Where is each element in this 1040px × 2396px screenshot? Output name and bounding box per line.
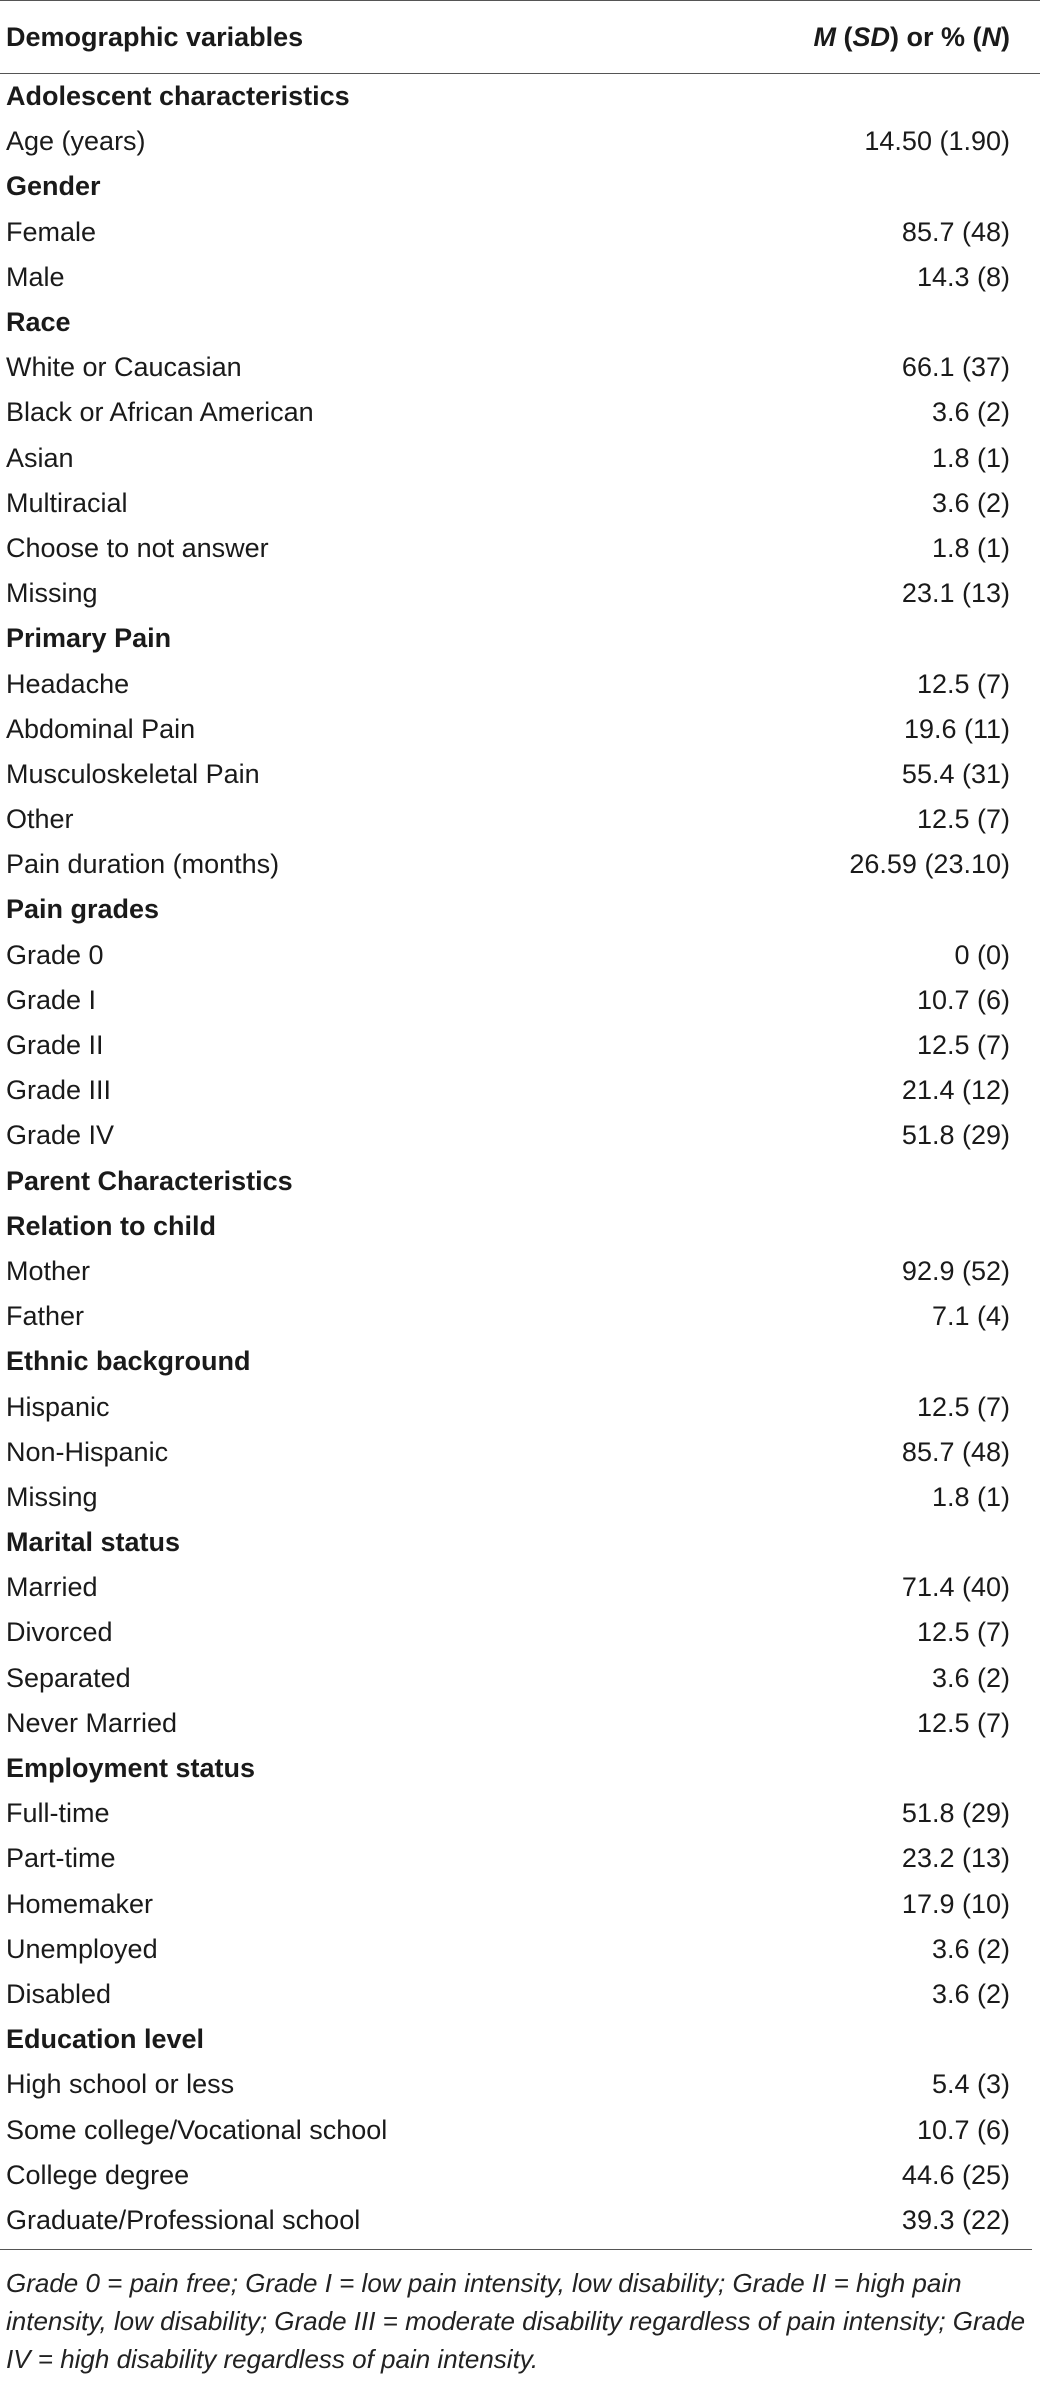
row-value: 23.1 (13) xyxy=(901,578,1010,609)
row-label: College degree xyxy=(6,2159,190,2190)
table-row xyxy=(0,210,1040,255)
table-row xyxy=(0,1294,1040,1339)
row-value: 10.7 (6) xyxy=(916,984,1010,1015)
row-value: 92.9 (52) xyxy=(901,1255,1010,1286)
header-demographic-variables: Demographic variables xyxy=(6,22,304,52)
table-row xyxy=(0,661,1040,706)
section-row xyxy=(0,300,1040,345)
row-value: 12.5 (7) xyxy=(916,668,1010,699)
table-footnote: Grade 0 = pain free; Grade I = low pain intensity, low disability; Grade II = high pain intensity, low disability; Grade III = moderate disability regardless of pain intensity; Grade IV = high disability regardless of pain intensity. xyxy=(0,2249,1032,2378)
section-label: Gender xyxy=(6,171,101,202)
row-label: Missing xyxy=(6,1481,98,1512)
header-end: ) xyxy=(1001,22,1010,52)
section-row xyxy=(0,164,1040,209)
table-row xyxy=(0,1972,1040,2017)
section-row xyxy=(0,1204,1040,1249)
table-body xyxy=(0,74,1040,2244)
row-value: 51.8 (29) xyxy=(901,1798,1010,1829)
row-label: Part-time xyxy=(6,1843,116,1874)
table-row xyxy=(0,707,1040,752)
table-row xyxy=(0,1565,1040,1610)
row-label: Headache xyxy=(6,668,130,699)
row-value: 10.7 (6) xyxy=(916,2114,1010,2145)
row-value: 12.5 (7) xyxy=(916,1707,1010,1738)
row-value: 3.6 (2) xyxy=(931,1662,1010,1693)
section-row xyxy=(0,887,1040,932)
row-value: 71.4 (40) xyxy=(901,1572,1010,1603)
row-value: 5.4 (3) xyxy=(931,2069,1010,2100)
row-value xyxy=(780,887,1040,932)
row-value: 1.8 (1) xyxy=(931,442,1010,473)
row-value xyxy=(780,2017,1040,2062)
section-label: Race xyxy=(6,307,71,338)
table-row xyxy=(0,345,1040,390)
section-row xyxy=(0,74,1040,120)
row-value xyxy=(780,616,1040,661)
section-label: Ethnic background xyxy=(6,1346,251,1377)
row-value: 26.59 (23.10) xyxy=(849,849,1010,880)
table-row xyxy=(0,1023,1040,1068)
table-row xyxy=(0,978,1040,1023)
row-value xyxy=(780,164,1040,209)
row-label: Divorced xyxy=(6,1617,113,1648)
section-row xyxy=(0,1159,1040,1204)
row-label: Missing xyxy=(6,578,98,609)
row-value: 1.8 (1) xyxy=(931,532,1010,563)
row-value: 66.1 (37) xyxy=(901,352,1010,383)
table-row xyxy=(0,1249,1040,1294)
row-value: 12.5 (7) xyxy=(916,804,1010,835)
table-row xyxy=(0,1701,1040,1746)
row-label: Choose to not answer xyxy=(6,532,269,563)
row-label: Musculoskeletal Pain xyxy=(6,758,260,789)
table-row xyxy=(0,255,1040,300)
table-row xyxy=(0,1656,1040,1701)
table-row xyxy=(0,2062,1040,2107)
row-label: Other xyxy=(6,804,74,835)
row-value: 23.2 (13) xyxy=(901,1843,1010,1874)
table-row xyxy=(0,2107,1040,2152)
header-statistic xyxy=(780,1,1040,74)
row-label: Father xyxy=(6,1301,85,1332)
row-label: Grade III xyxy=(6,1075,112,1106)
row-label: Disabled xyxy=(6,1978,112,2009)
row-label: Homemaker xyxy=(6,1888,154,1919)
table-row xyxy=(0,752,1040,797)
table-row xyxy=(0,1430,1040,1475)
row-value: 0 (0) xyxy=(954,939,1010,970)
row-label: High school or less xyxy=(6,2069,235,2100)
section-label: Employment status xyxy=(6,1753,256,1784)
row-label: Grade IV xyxy=(6,1120,115,1151)
row-value: 3.6 (2) xyxy=(931,1978,1010,2009)
table-row xyxy=(0,436,1040,481)
section-label: Marital status xyxy=(6,1527,181,1558)
row-label: Grade II xyxy=(6,1030,104,1061)
table-row xyxy=(0,842,1040,887)
row-label: Graduate/Professional school xyxy=(6,2204,361,2235)
row-label: White or Caucasian xyxy=(6,352,242,383)
row-value: 39.3 (22) xyxy=(901,2204,1010,2235)
row-label: Separated xyxy=(6,1662,131,1693)
row-value xyxy=(780,1746,1040,1791)
row-label: Non-Hispanic xyxy=(6,1436,169,1467)
table-row xyxy=(0,1836,1040,1881)
table-row xyxy=(0,797,1040,842)
section-label: Primary Pain xyxy=(6,623,172,654)
row-label: Asian xyxy=(6,442,74,473)
table-row xyxy=(0,1882,1040,1927)
header-sd-open: ( xyxy=(835,22,853,52)
section-row xyxy=(0,616,1040,661)
row-label: Full-time xyxy=(6,1798,110,1829)
row-label: Female xyxy=(6,216,97,247)
section-label: Education level xyxy=(6,2024,205,2055)
section-label: Adolescent characteristics xyxy=(6,81,350,112)
row-value xyxy=(780,1339,1040,1384)
row-value xyxy=(780,1204,1040,1249)
row-label: Multiracial xyxy=(6,487,128,518)
row-label: Mother xyxy=(6,1255,91,1286)
row-label: Never Married xyxy=(6,1707,178,1738)
row-value: 21.4 (12) xyxy=(901,1075,1010,1106)
header-sd-close: ) or % ( xyxy=(890,22,982,52)
row-value: 14.3 (8) xyxy=(916,261,1010,292)
row-value: 55.4 (31) xyxy=(901,758,1010,789)
table-row xyxy=(0,119,1040,164)
section-row xyxy=(0,1520,1040,1565)
section-label: Parent Characteristics xyxy=(6,1165,293,1196)
table-row xyxy=(0,526,1040,571)
row-value xyxy=(780,300,1040,345)
row-label: Grade I xyxy=(6,984,97,1015)
table-row xyxy=(0,933,1040,978)
row-value: 7.1 (4) xyxy=(931,1301,1010,1332)
row-value: 14.50 (1.90) xyxy=(864,126,1010,157)
table-row xyxy=(0,1610,1040,1655)
table-row xyxy=(0,1068,1040,1113)
header-row xyxy=(0,1,1040,74)
row-value: 1.8 (1) xyxy=(931,1481,1010,1512)
table-row xyxy=(0,1791,1040,1836)
row-label: Black or African American xyxy=(6,397,314,428)
row-value: 12.5 (7) xyxy=(916,1030,1010,1061)
row-label: Grade 0 xyxy=(6,939,104,970)
table-row xyxy=(0,1927,1040,1972)
row-label: Hispanic xyxy=(6,1391,110,1422)
row-value: 12.5 (7) xyxy=(916,1617,1010,1648)
row-value: 85.7 (48) xyxy=(901,1436,1010,1467)
table-row xyxy=(0,481,1040,526)
row-label: Married xyxy=(6,1572,98,1603)
row-value: 85.7 (48) xyxy=(901,216,1010,247)
row-value: 3.6 (2) xyxy=(931,1933,1010,1964)
row-value: 19.6 (11) xyxy=(903,713,1010,744)
section-row xyxy=(0,1339,1040,1384)
section-label: Pain grades xyxy=(6,894,160,925)
table-row xyxy=(0,1113,1040,1158)
row-value: 44.6 (25) xyxy=(901,2159,1010,2190)
row-value: 12.5 (7) xyxy=(916,1391,1010,1422)
table-row xyxy=(0,2153,1040,2198)
table-header xyxy=(0,1,1040,74)
row-label: Age (years) xyxy=(6,126,146,157)
row-label: Unemployed xyxy=(6,1933,158,1964)
table-row xyxy=(0,571,1040,616)
row-value: 17.9 (10) xyxy=(901,1888,1010,1919)
row-value: 3.6 (2) xyxy=(931,487,1010,518)
section-label: Relation to child xyxy=(6,1210,217,1241)
row-label: Some college/Vocational school xyxy=(6,2114,388,2145)
table-row xyxy=(0,1475,1040,1520)
row-value xyxy=(780,74,1040,120)
table-row xyxy=(0,1384,1040,1429)
table-row xyxy=(0,390,1040,435)
header-n: N xyxy=(981,22,1001,52)
row-label: Male xyxy=(6,261,65,292)
row-value: 51.8 (29) xyxy=(901,1120,1010,1151)
row-label: Abdominal Pain xyxy=(6,713,196,744)
table-row xyxy=(0,2198,1040,2243)
row-value: 3.6 (2) xyxy=(931,397,1010,428)
section-row xyxy=(0,1746,1040,1791)
row-value xyxy=(780,1520,1040,1565)
header-sd: SD xyxy=(852,22,890,52)
row-label: Pain duration (months) xyxy=(6,849,280,880)
row-value xyxy=(780,1159,1040,1204)
header-m: M xyxy=(813,22,836,52)
section-row xyxy=(0,2017,1040,2062)
